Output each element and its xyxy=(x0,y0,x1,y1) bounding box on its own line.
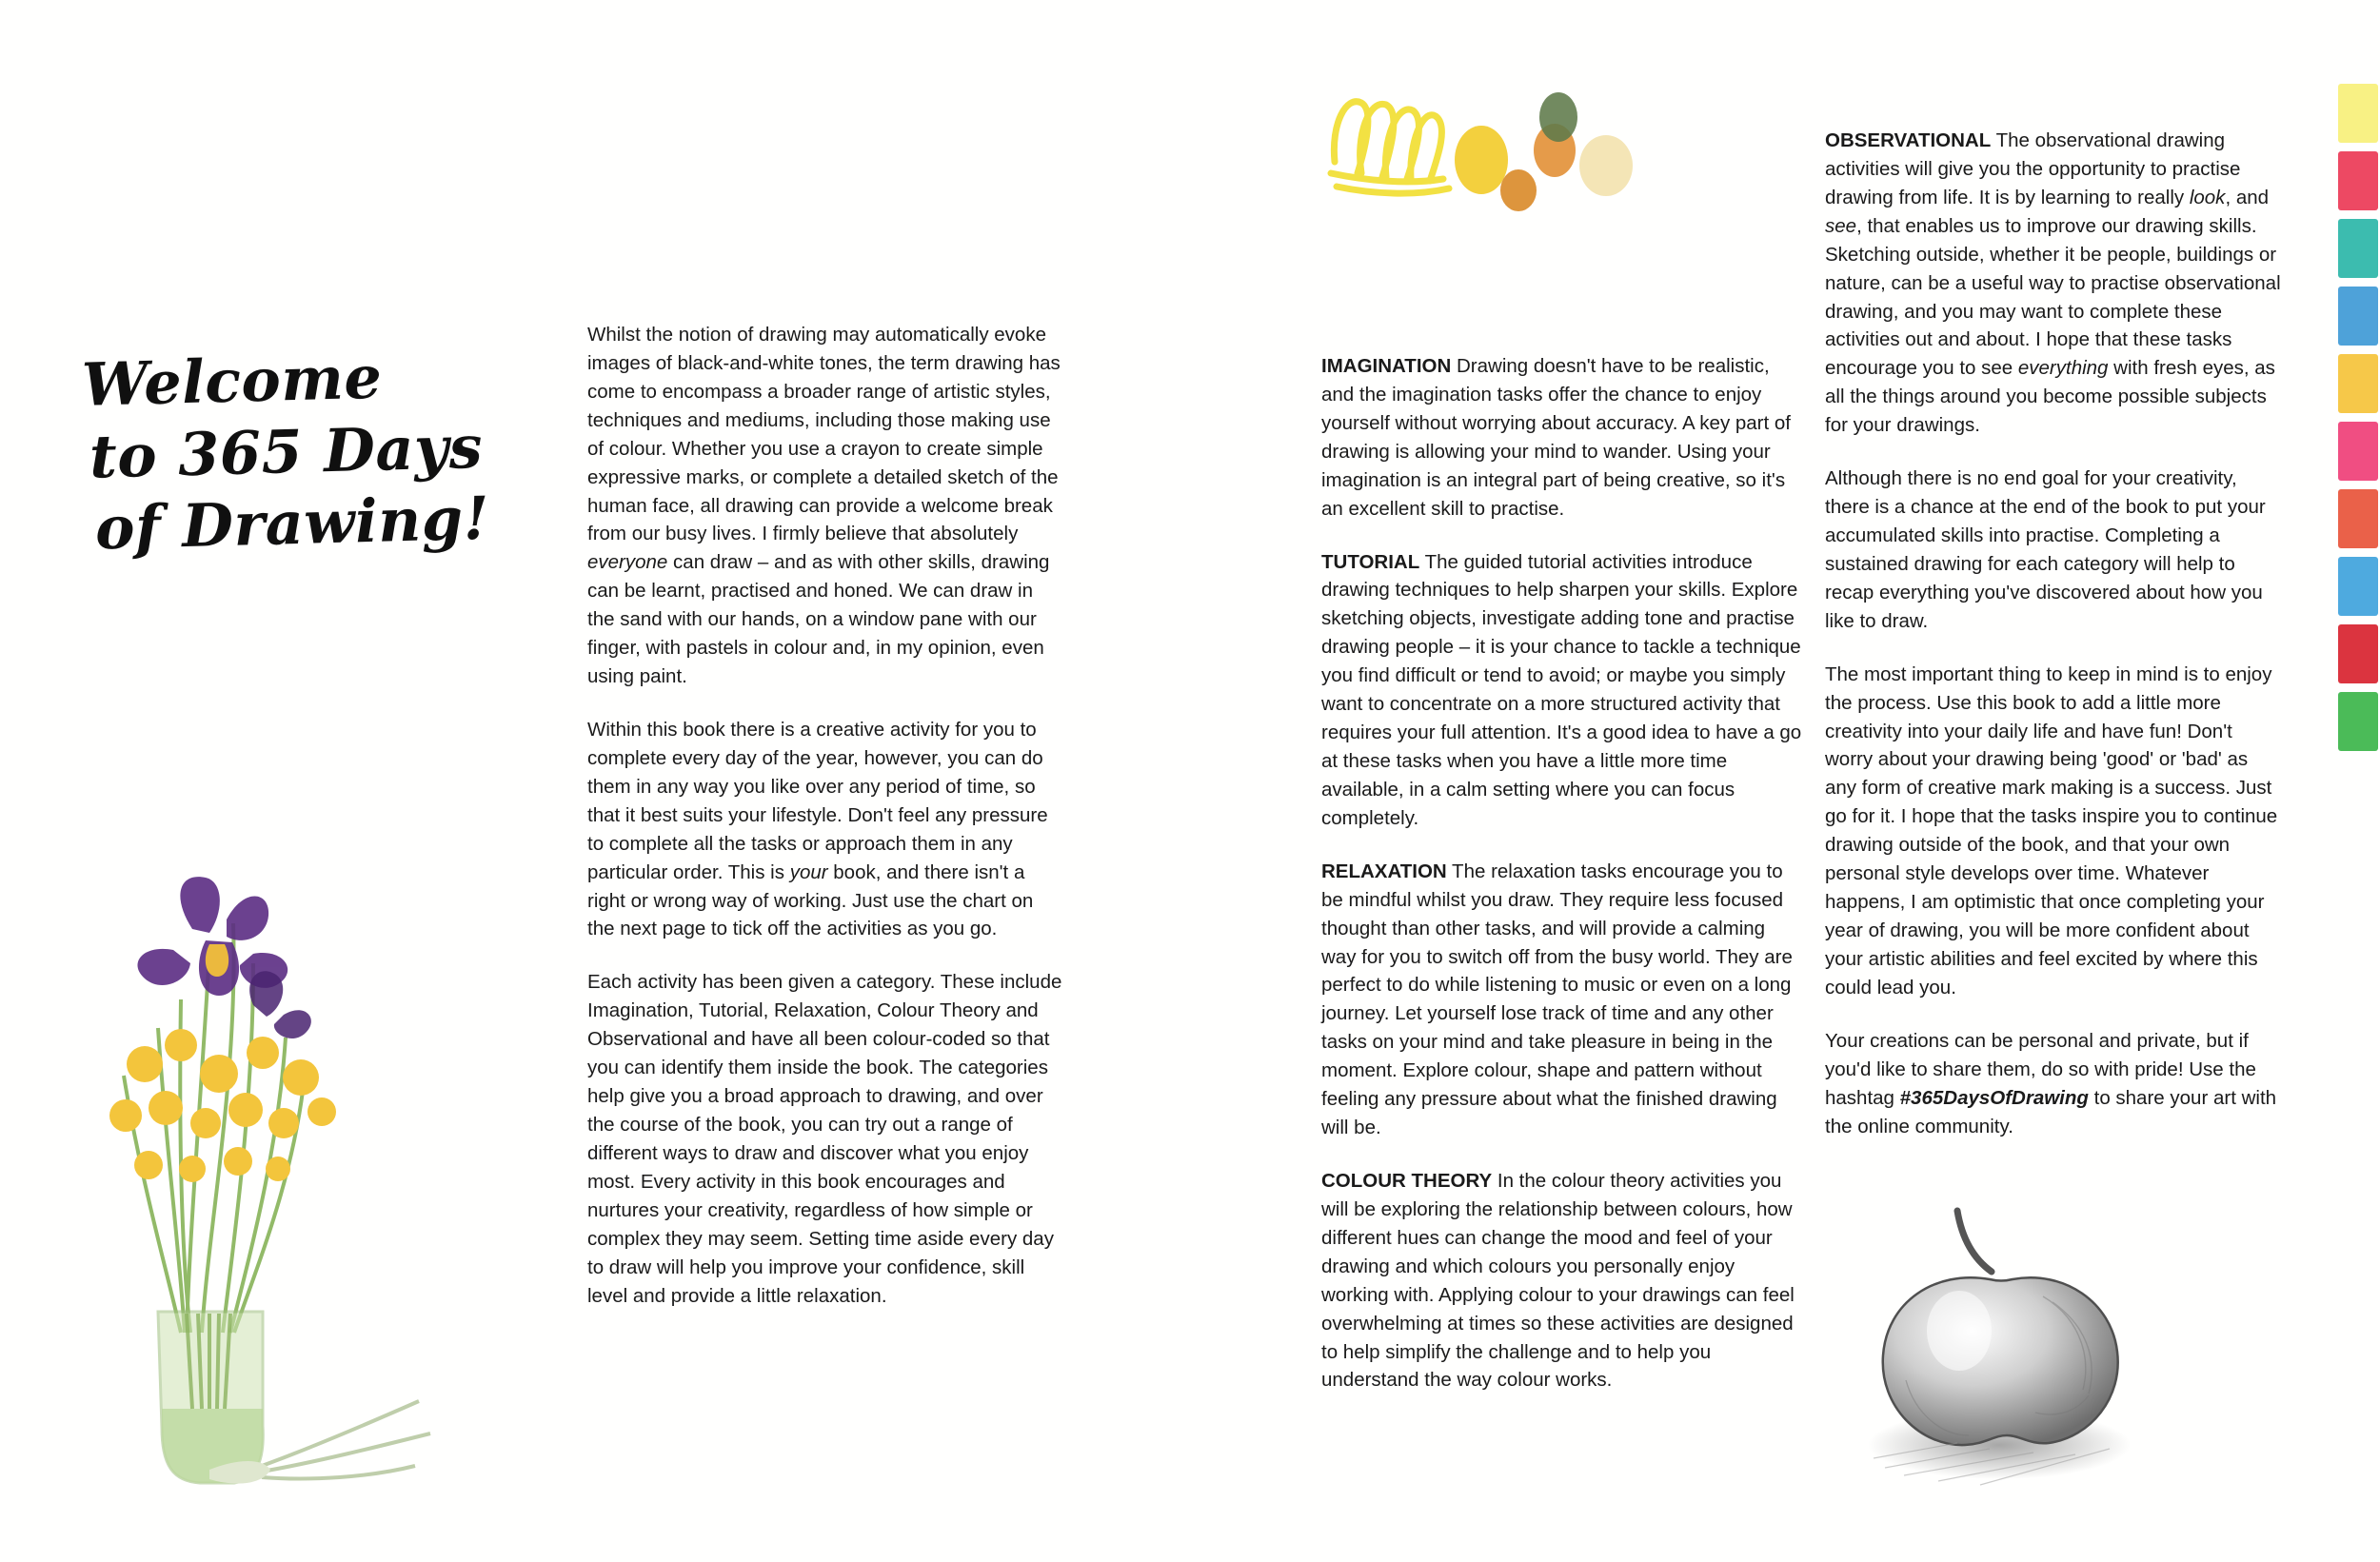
paragraph-1-rest: can draw – and as with other skills, drawing can be learnt, practised and honed. We can draw in the sand with our hands, on a window pane with our finger, with pastels in colour and, in my opinion, even using paint. xyxy=(587,551,1050,688)
observational-part-1: The observational drawing activities will give you the opportunity to practise drawing from life. It is by learning to really xyxy=(1825,129,2241,208)
hashtag-intro: Your creations can be personal and private, but if you'd like to share them, do so with pride! Use the hashtag xyxy=(1825,1029,2256,1109)
title-line-3: of Drawing! xyxy=(94,483,491,564)
yellow-scribble-and-paint-dabs-illustration xyxy=(1323,86,1733,238)
category-heading: OBSERVATIONAL xyxy=(1825,129,1992,151)
swatch-2 xyxy=(2338,151,2378,210)
title-line-2: to 365 Days xyxy=(89,411,484,492)
swatch-1 xyxy=(2338,84,2378,143)
swatch-9 xyxy=(2338,624,2378,683)
paragraph-1 xyxy=(587,321,1063,691)
category-heading: TUTORIAL xyxy=(1321,550,1420,573)
category-body: The relaxation tasks encourage you to be mindful whilst you draw. They require less focused thought than other tasks, and will provide a calming way for you to switch off from the busy world. They are perfect to do while listening to music or even on a long journey. Let yourself lose track of time and any other tasks on your mind and take pleasure in being in the moment. Explore colour, shape and pattern without feeling any pressure about what the finished drawing will be. xyxy=(1321,860,1793,1139)
observational-emphasis-see: see xyxy=(1825,214,1857,237)
category-relaxation xyxy=(1321,858,1802,1142)
category-heading: IMAGINATION xyxy=(1321,355,1452,377)
paragraph-3: Each activity has been given a category. These include Imagination, Tutorial, Relaxation, Colour Theory and Observational and have all been colour-coded so that you can identify them inside the book. The categories help give you a broad approach to drawing, and over the course of the book, you can try out a range of different ways to draw and discover what you enjoy most. Every activity in this book encourages and nurtures your creativity, regardless of how simple or complex they may seem. Setting time aside every day to draw will help you improve your confidence, skill level and provide a little relaxation. xyxy=(587,971,1062,1307)
swatch-5 xyxy=(2338,354,2378,413)
swatch-8 xyxy=(2338,557,2378,616)
category-colour-theory xyxy=(1321,1167,1802,1394)
category-body: Drawing doesn't have to be realistic, and the imagination tasks offer the chance to enjoy yourself without worrying about accuracy. A key part of drawing is allowing your mind to wander. Using your imagination is an integral part of being creative, so it's an excellent skill to practise. xyxy=(1321,355,1792,520)
hashtag-365daysofdrawing: #365DaysOfDrawing xyxy=(1899,1086,2089,1109)
colour-swatch-strip xyxy=(2338,84,2380,751)
intro-column-left xyxy=(587,321,1063,1310)
swatch-10 xyxy=(2338,692,2378,751)
paragraph-2 xyxy=(587,716,1063,943)
paragraph-1-text: Whilst the notion of drawing may automatically evoke images of black-and-white tones, the term drawing has come to encompass a broader range of artistic styles, techniques and mediums, including those making use of colour. Whether you use a crayon to create simple expressive marks, or complete a detailed sketch of the human face, all drawing can provide a welcome break from our busy lives. I firmly believe that absolutely xyxy=(587,324,1061,545)
title-line-1: Welcome xyxy=(81,342,384,420)
paragraph-2-rest: book, and there isn't a right or wrong way of working. Just use the chart on the next page to tick off the activities as you go. xyxy=(587,860,1034,940)
swatch-4 xyxy=(2338,287,2378,346)
swatch-3 xyxy=(2338,219,2378,278)
category-tutorial xyxy=(1321,548,1802,833)
right-paragraph-2: Although there is no end goal for your creativity, there is a chance at the end of the book to put your accumulated skills into practise. Completing a sustained drawing for each category will help to recap everything you've discovered about how you like to draw. xyxy=(1825,467,2266,632)
swatch-6 xyxy=(2338,422,2378,481)
iris-and-craspedia-flower-vase-illustration xyxy=(67,838,524,1504)
category-imagination xyxy=(1321,352,1802,524)
observational-part-2: , and xyxy=(2225,186,2270,208)
observational-part-4: with fresh eyes, as all the things around you become possible subjects for your drawings. xyxy=(1825,357,2275,437)
observational-emphasis-everything: everything xyxy=(2017,357,2109,380)
category-heading: RELAXATION xyxy=(1321,860,1447,882)
observational-emphasis-look: look xyxy=(2189,186,2226,208)
hashtag-outro: to share your art with the online community. xyxy=(1825,1086,2277,1137)
category-observational xyxy=(1825,127,2282,440)
page-title xyxy=(81,336,582,564)
category-body: The guided tutorial activities introduce drawing techniques to help sharpen your skills. Explore sketching objects, investigate adding tone and practise drawing people – it is your chance to tackle a technique you find difficult or tend to avoid; or maybe you simply want to concentrate on a more structured activity that requires your full attention. It's a good idea to have a go at these tasks when you have a little more time available, in a calm setting where you can focus completely. xyxy=(1321,550,1802,829)
category-body: In the colour theory activities you will be exploring the relationship between colours, how different hues can change the mood and feel of your drawing and which colours you personally enjoy working with. Applying colour to your drawings can feel overwhelming at times so these activities are designed to help simplify the challenge and to help you understand the way colour works. xyxy=(1321,1169,1795,1392)
categories-column-middle xyxy=(1321,352,1802,1394)
paragraph-2-emphasis: your xyxy=(789,860,828,883)
category-heading: COLOUR THEORY xyxy=(1321,1169,1493,1192)
observational-part-3: , that enables us to improve our drawing skills. Sketching outside, whether it be people, buildings or nature, can be a useful way to practise observational drawing, and you may want to complete these activities out and about. I hope that these tasks encourage you to see xyxy=(1825,214,2281,380)
paragraph-2-text: Within this book there is a creative activity for you to complete every day of the year, however, you can do them in any way you like over any period of time, so that it best suits your lifestyle. Don't feel any pressure to complete all the tasks or approach them in any particular order. This is xyxy=(587,718,1048,883)
right-paragraph-4 xyxy=(1825,1027,2282,1141)
pencil-sketch-apple-illustration xyxy=(1847,1190,2180,1504)
right-paragraph-3: The most important thing to keep in mind is to enjoy the process. Use this book to add a little more creativity into your daily life and have fun! Don't worry about your drawing being 'good' or 'bad' as any form of creative mark making is a success. Just go for it. I hope that the tasks inspire you to continue drawing outside of the book, and that your own personal style develops over time. Whatever happens, I am optimistic that once completing your year of drawing, you will be more confident about your artistic abilities and feel excited by where this could lead you. xyxy=(1825,662,2278,998)
paragraph-1-emphasis: everyone xyxy=(587,551,668,574)
swatch-7 xyxy=(2338,489,2378,548)
categories-column-right xyxy=(1825,127,2282,1140)
